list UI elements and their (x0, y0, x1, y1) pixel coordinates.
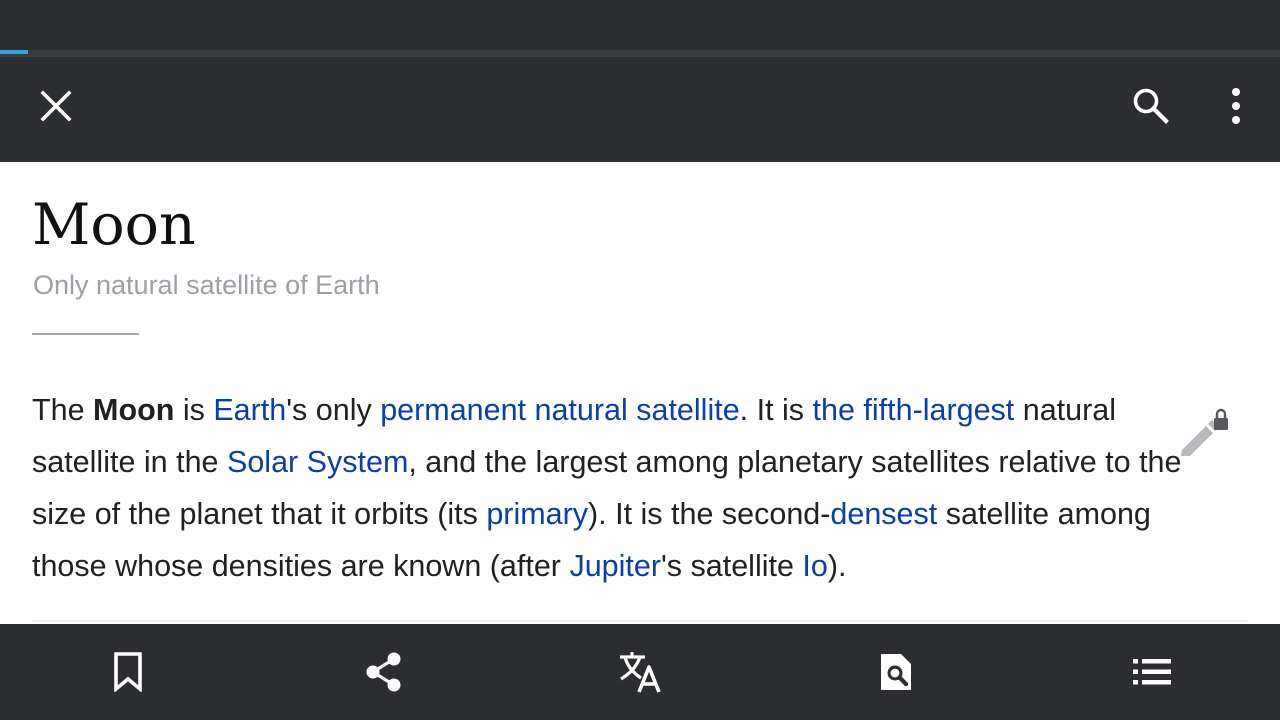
section-divider (32, 620, 1248, 622)
link-io[interactable]: Io (802, 549, 828, 583)
lead-paragraph (32, 384, 1212, 592)
lead-text: satellite among those whose densities are known (after (32, 497, 1151, 583)
lead-text: ). It is the second- (588, 497, 831, 531)
more-vert-icon (1228, 86, 1244, 126)
page-title: Moon (32, 192, 196, 258)
share-icon (363, 651, 405, 693)
lead-text: The (32, 393, 94, 427)
link-earth[interactable]: Earth (213, 393, 287, 427)
link-solar-system[interactable]: Solar System (226, 445, 409, 479)
lead-text: 's satellite (660, 549, 803, 583)
page-load-progress-fill (0, 50, 28, 54)
search-button[interactable] (1123, 78, 1179, 134)
bookmark-icon (112, 652, 144, 692)
language-button[interactable] (612, 646, 668, 698)
search-icon (1131, 86, 1171, 126)
lead-text: ). (827, 549, 847, 583)
close-button[interactable] (28, 78, 84, 134)
find-in-page-button[interactable] (868, 646, 924, 698)
table-of-contents-icon (1132, 657, 1172, 687)
lead-text: , and the largest among planetary satellites relative to the size of the planet that it orbits (its (32, 445, 1182, 531)
page-description: Only natural satellite of Earth (33, 270, 380, 300)
save-button[interactable] (100, 646, 156, 698)
contents-button[interactable] (1124, 646, 1180, 698)
lead-text: is (174, 393, 214, 427)
page-load-progress (0, 50, 1280, 57)
bottom-action-bar (0, 624, 1280, 720)
find-in-page-icon (878, 651, 914, 693)
top-toolbar (0, 57, 1280, 162)
lead-bold-moon: Moon (93, 393, 175, 427)
title-divider (32, 333, 139, 335)
lead-text: 's only (286, 393, 381, 427)
translate-icon (617, 650, 663, 694)
link-primary[interactable]: primary (486, 497, 588, 531)
status-strip (0, 0, 1280, 50)
lead-text: . It is (739, 393, 813, 427)
more-options-button[interactable] (1208, 78, 1264, 134)
lead-text: natural satellite in the (32, 393, 1117, 479)
article-content (0, 162, 1280, 624)
close-icon (39, 89, 73, 123)
link-permanent-natural-satellite[interactable]: permanent natural satellite (380, 393, 740, 427)
link-jupiter[interactable]: Jupiter (569, 549, 661, 583)
link-densest[interactable]: densest (830, 497, 938, 531)
share-button[interactable] (356, 646, 412, 698)
link-fifth-largest[interactable]: the fifth-largest (812, 393, 1015, 427)
